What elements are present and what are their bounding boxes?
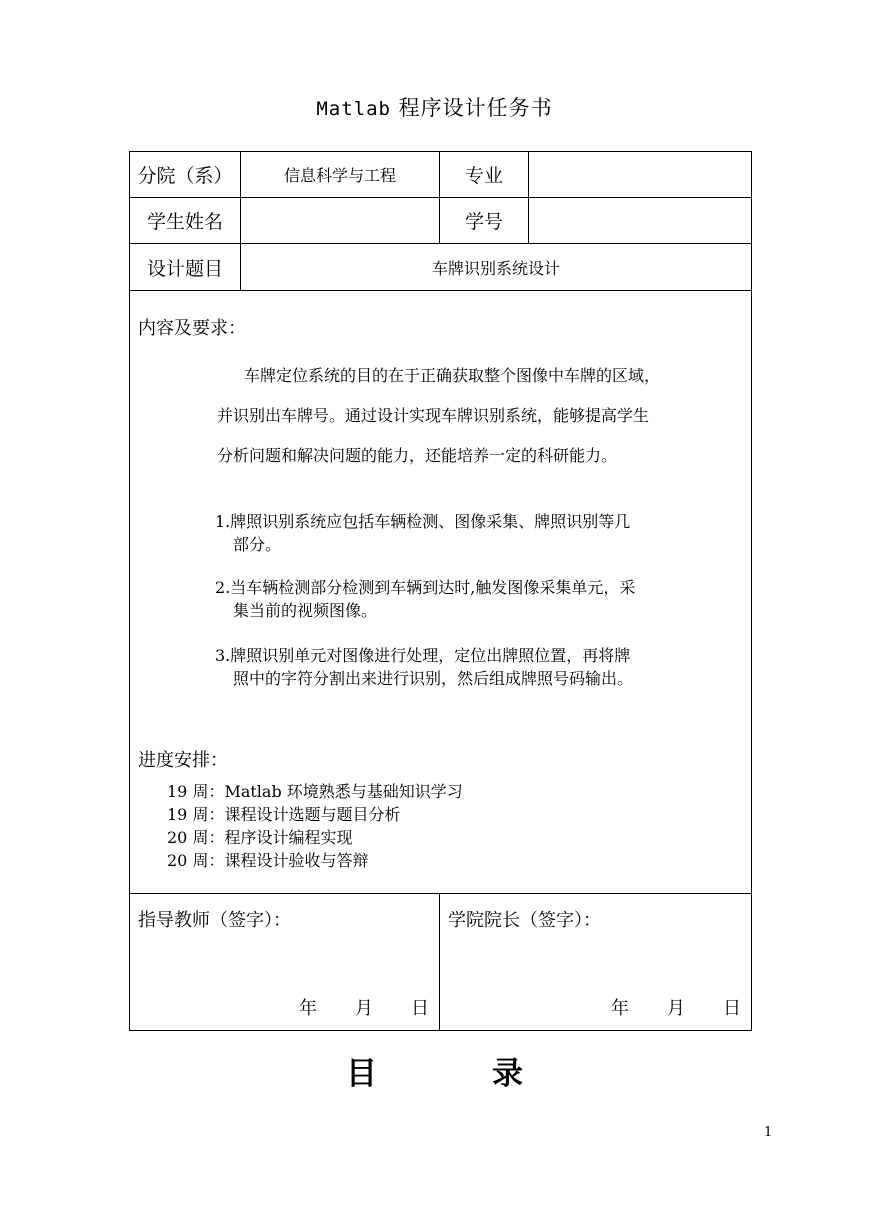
- advisor-date: [299, 994, 429, 1020]
- row-topic: [130, 244, 752, 291]
- intro-line-3: 分析问题和解决问题的能力，还能培养一定的科研能力。: [217, 446, 618, 465]
- schedule-line-1: 19 周：Matlab 环境熟悉与基础知识学习: [167, 782, 463, 801]
- content-heading: 内容及要求：: [138, 318, 246, 339]
- day-label: 日: [411, 998, 429, 1019]
- requirement-item-1: [215, 510, 630, 556]
- page-number: 1: [764, 1125, 773, 1140]
- intro-line-2: 并识别出车牌号。通过设计实现车牌识别系统，能够提高学生: [217, 406, 650, 425]
- intro-line-1: 车牌定位系统的目的在于正确获取整个图像中车牌的区域，: [244, 366, 661, 385]
- item-3-line-1: 3.牌照识别单元对图像进行处理，定位出牌照位置，再将牌: [215, 646, 631, 665]
- month-label: 月: [667, 998, 685, 1019]
- item-3-line-2: 照中的字符分割出来进行识别，然后组成牌照号码输出。: [233, 669, 634, 688]
- row-content: [130, 291, 752, 894]
- dean-date: [611, 994, 741, 1020]
- day-label: 日: [723, 998, 741, 1019]
- schedule-heading: 进度安排：: [138, 750, 228, 771]
- schedule-line-4: 20 周：课程设计验收与答辩: [167, 851, 369, 870]
- year-label: 年: [299, 998, 317, 1019]
- month-label: 月: [355, 998, 373, 1019]
- row-student: [130, 198, 752, 244]
- requirement-item-2: [215, 576, 635, 622]
- content-cell: [130, 291, 752, 894]
- name-label: 学生姓名: [130, 198, 241, 244]
- schedule-line-2: 19 周：课程设计选题与题目分析: [167, 805, 401, 824]
- requirement-item-3: [215, 644, 633, 690]
- advisor-sign-label: 指导教师（签字）：: [138, 910, 291, 931]
- toc-heading-right: 录: [492, 1056, 523, 1092]
- topic-value: 车牌识别系统设计: [241, 244, 752, 291]
- name-value: [241, 198, 440, 244]
- id-label: 学号: [440, 198, 529, 244]
- major-label: 专业: [440, 152, 529, 198]
- topic-label: 设计题目: [130, 244, 241, 291]
- advisor-sign-cell: [130, 894, 440, 1031]
- year-label: 年: [611, 998, 629, 1019]
- dean-sign-cell: [440, 894, 752, 1031]
- item-1-line-2: 部分。: [233, 535, 282, 554]
- major-value: [529, 152, 752, 198]
- assignment-form-table: [129, 151, 752, 1031]
- title-matlab: Matlab: [316, 98, 391, 120]
- dept-label: 分院（系）: [130, 152, 241, 198]
- id-value: [529, 198, 752, 244]
- item-2-line-1: 2.当车辆检测部分检测到车辆到达时,触发图像采集单元，采: [215, 578, 636, 597]
- schedule-line-3: 20 周：程序设计编程实现: [167, 828, 353, 847]
- dean-sign-label: 学院院长（签字）：: [448, 910, 601, 931]
- schedule-list: [167, 780, 463, 872]
- row-department: [130, 152, 752, 198]
- document-title: [0, 92, 869, 122]
- row-signatures: [130, 894, 752, 1031]
- item-1-line-1: 1.牌照识别系统应包括车辆检测、图像采集、牌照识别等几: [215, 512, 631, 531]
- title-text: 程序设计任务书: [398, 96, 553, 120]
- dept-value: 信息科学与工程: [241, 152, 440, 198]
- toc-heading: [0, 1048, 869, 1093]
- toc-heading-left: 目: [346, 1056, 377, 1092]
- item-2-line-2: 集当前的视频图像。: [233, 601, 378, 620]
